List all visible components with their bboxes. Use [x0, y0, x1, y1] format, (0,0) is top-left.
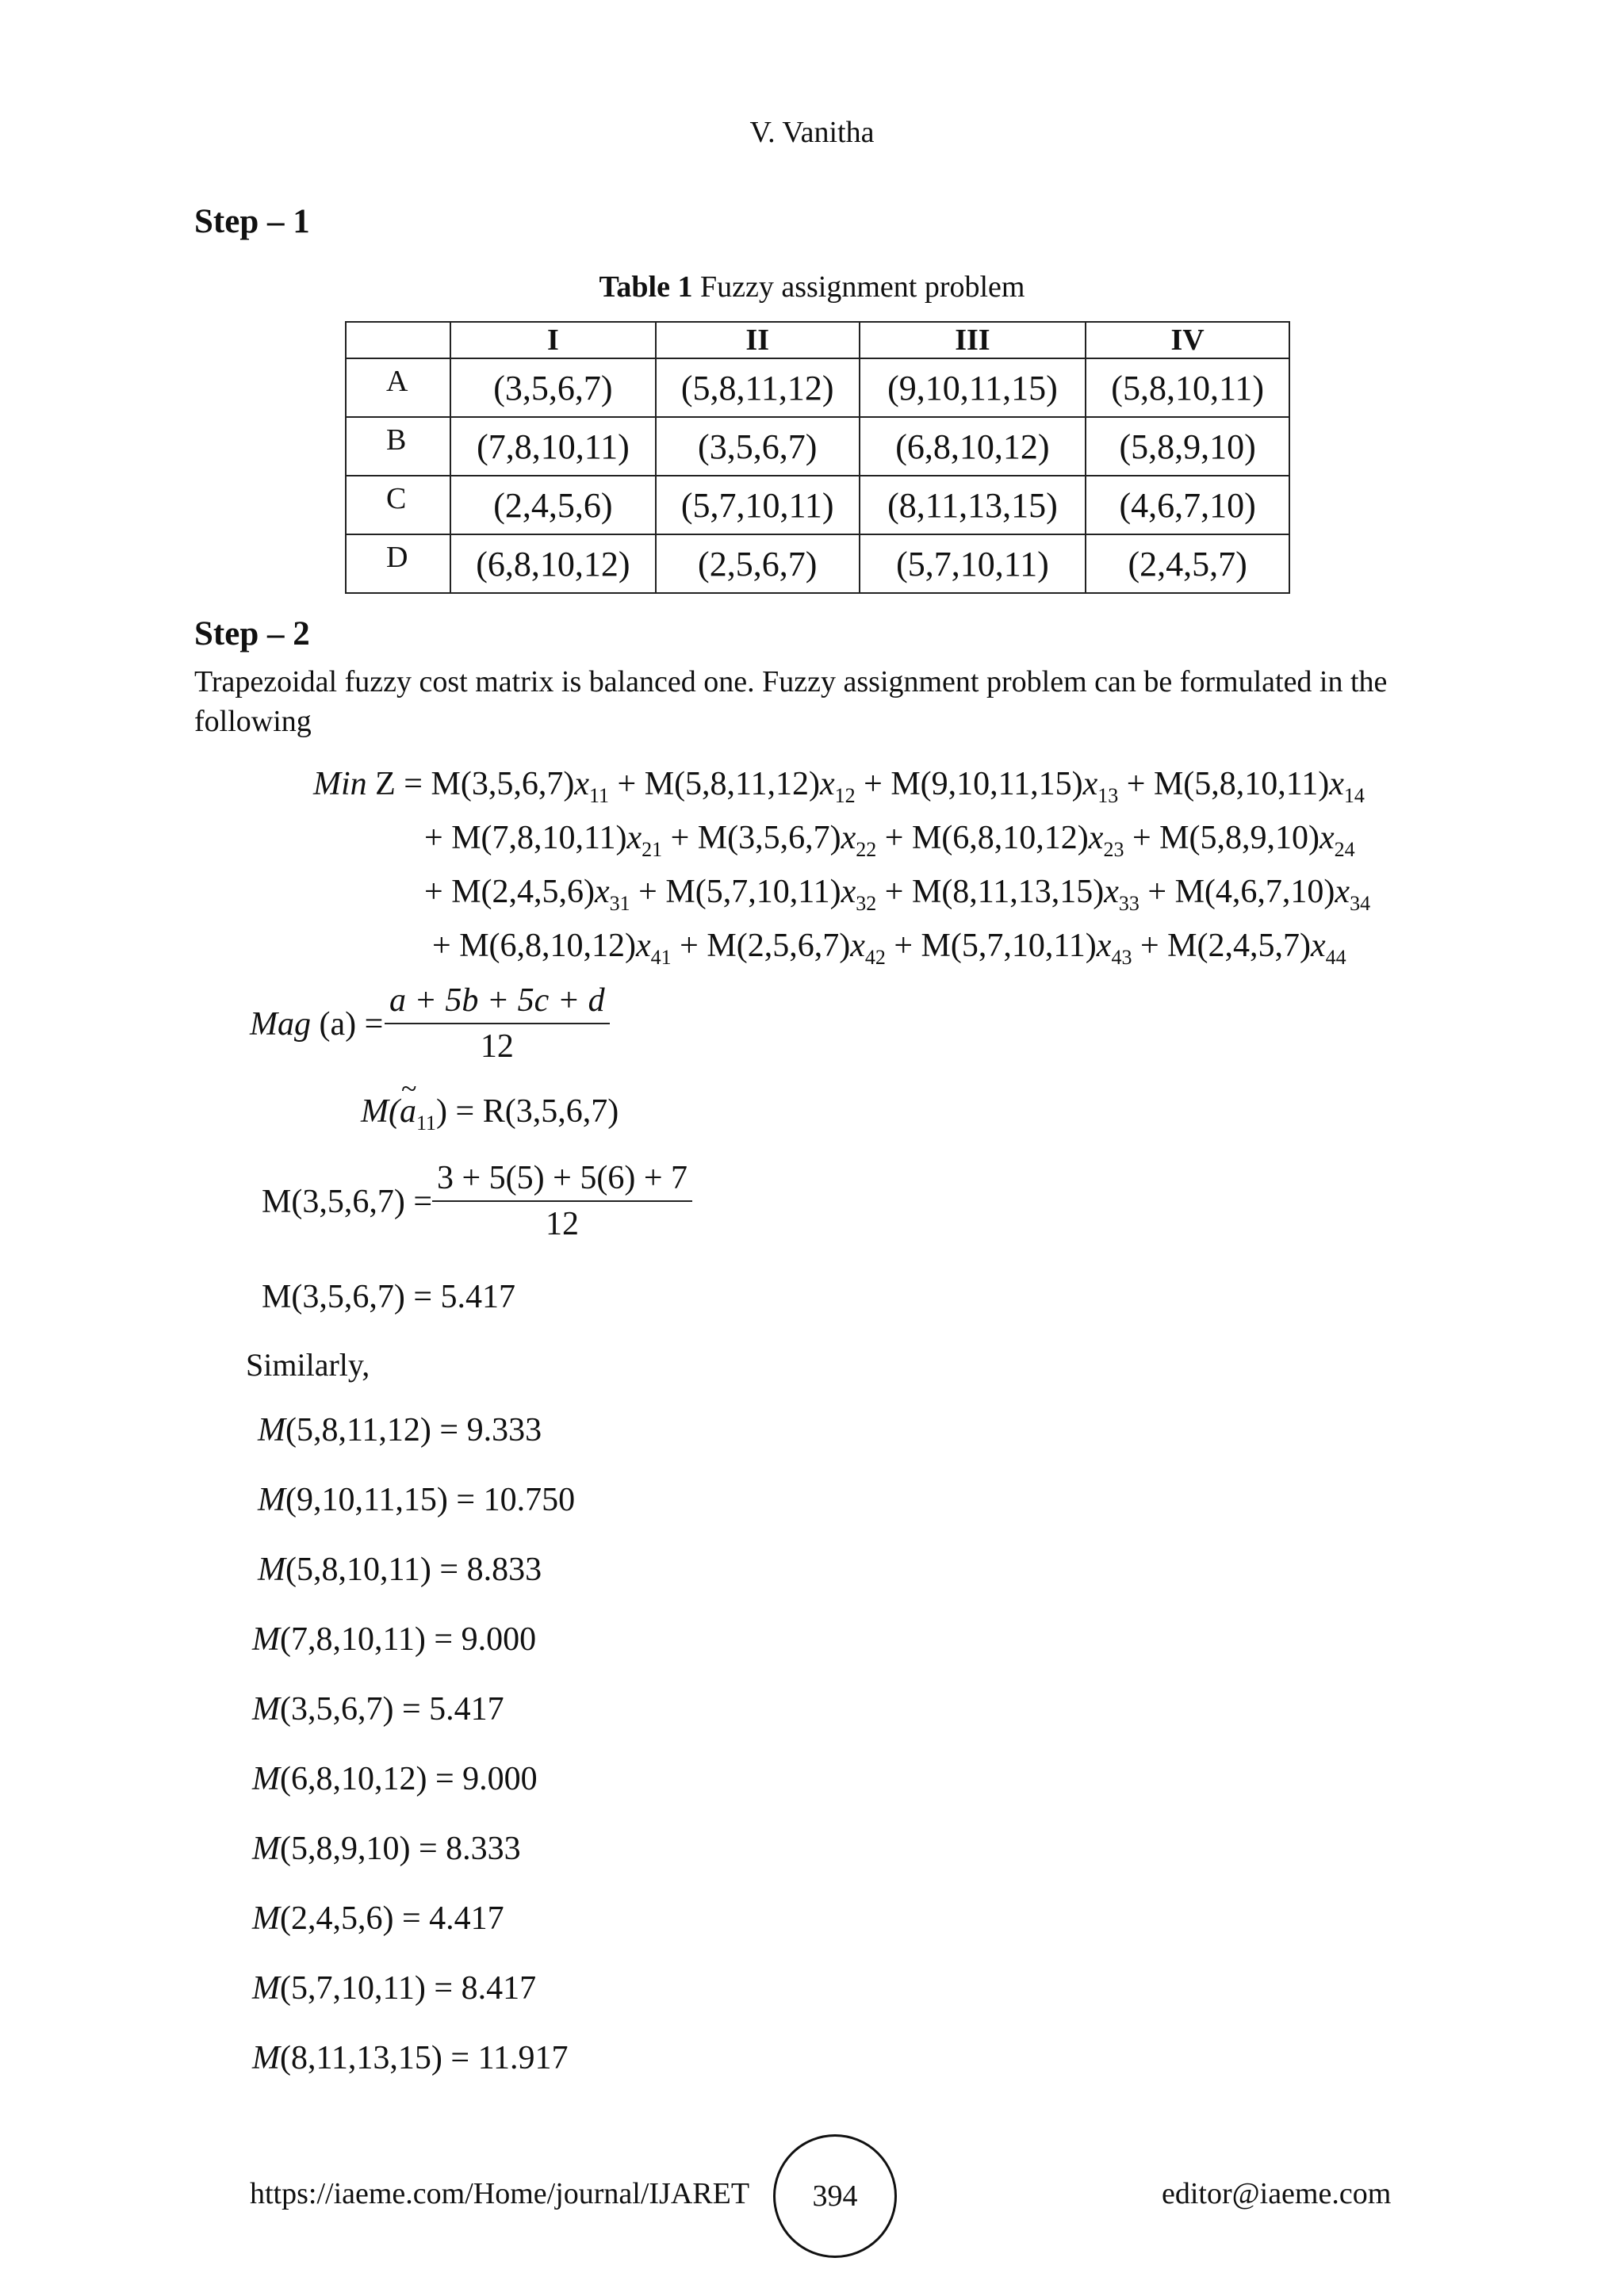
table-cell: (3,5,6,7) — [450, 358, 656, 417]
objective-term: $M(5,8,10,11)x_{14}$ — [1153, 766, 1365, 807]
row-label: D — [346, 534, 450, 593]
table-cell: (5,7,10,11) — [860, 534, 1086, 593]
row-label: A — [346, 358, 450, 417]
step-2-paragraph: Trapezoidal fuzzy cost matrix is balanced one. Fuzzy assignment problem can be formulated in the following — [194, 665, 1388, 738]
objective-line-2: + $M(7,8,10,11)x_{21} + M(3,5,6,7)x_{22} + M(6,8,10,12)x_{23} + M(5,8,9,10)x_{24}$ — [424, 820, 1355, 861]
m-value-line: M(5,8,9,10) = 8.333 — [252, 1831, 521, 1867]
fuzzy-assignment-table — [345, 321, 1290, 594]
m-calc-lhs: M(3,5,6,7) = — [262, 1184, 433, 1220]
table-caption-label: Table 1 — [599, 270, 693, 304]
table-cell: (2,4,5,7) — [1086, 534, 1289, 593]
objective-term: $M(5,7,10,11)x_{32}$ — [665, 874, 877, 915]
table-cell: (8,11,13,15) — [860, 476, 1086, 534]
m-value-line: M(8,11,13,15) = 11.917 — [252, 2040, 569, 2076]
m-value-line: M(6,8,10,12) = 9.000 — [252, 1761, 538, 1797]
min-label: Min — [313, 766, 367, 802]
table-caption — [0, 270, 1624, 304]
table-cell: (2,4,5,6) — [450, 476, 656, 534]
m-value-line: M(3,5,6,7) = 5.417 — [252, 1691, 504, 1728]
table-header-cell: IV — [1086, 322, 1289, 358]
m-calc-numerator: 3 + 5(5) + 5(6) + 7 — [432, 1159, 692, 1202]
table-header-corner — [346, 322, 450, 358]
table-row — [346, 534, 1289, 593]
objective-term: $M(5,7,10,11)x_{43}$ — [921, 928, 1132, 969]
page-number: 394 — [773, 2134, 897, 2258]
m-value-line: M(7,8,10,11) = 9.000 — [252, 1621, 537, 1658]
m-value-line: M(2,4,5,6) = 4.417 — [252, 1900, 504, 1937]
table-row — [346, 358, 1289, 417]
objective-term: $M(2,4,5,6)x_{31}$ — [451, 874, 630, 915]
similarly-label: Similarly, — [246, 1347, 370, 1383]
z-equals: Z = — [375, 766, 431, 802]
row-label: B — [346, 417, 450, 476]
footer-email[interactable]: editor@iaeme.com — [1162, 2177, 1392, 2210]
objective-term: $M(3,5,6,7)x_{22}$ — [697, 820, 877, 861]
table-header-cell: III — [860, 322, 1086, 358]
mag-formula-lhs: Mag (a) = — [250, 1006, 384, 1043]
objective-term: $M(6,8,10,12)x_{41}$ — [459, 928, 672, 969]
objective-term: $M(2,5,6,7)x_{42}$ — [707, 928, 886, 969]
m-value-line: M(5,8,10,11) = 8.833 — [258, 1552, 542, 1588]
running-header-author: V. Vanitha — [749, 116, 875, 149]
table-header-cell: II — [656, 322, 860, 358]
mag-denominator: 12 — [480, 1028, 514, 1065]
table-cell: (7,8,10,11) — [450, 417, 656, 476]
objective-term: $M(4,6,7,10)x_{34}$ — [1174, 874, 1371, 915]
footer-journal-url[interactable]: https://iaeme.com/Home/journal/IJARET — [250, 2177, 750, 2210]
table-cell: (5,8,11,12) — [656, 358, 860, 417]
table-cell: (9,10,11,15) — [860, 358, 1086, 417]
objective-term: $M(2,4,5,7)x_{44}$ — [1167, 928, 1346, 969]
objective-term: $M(9,10,11,15)x_{13}$ — [891, 766, 1119, 807]
table-cell: (5,7,10,11) — [656, 476, 860, 534]
table-cell: (2,5,6,7) — [656, 534, 860, 593]
table-header-row — [346, 322, 1289, 358]
objective-line-4: + $M(6,8,10,12)x_{41} + M(2,5,6,7)x_{42} + M(5,7,10,11)x_{43} + M(2,4,5,7)x_{44}$ — [432, 928, 1346, 969]
table-cell: (5,8,9,10) — [1086, 417, 1289, 476]
row-label: C — [346, 476, 450, 534]
table-cell: (3,5,6,7) — [656, 417, 860, 476]
table-cell: (6,8,10,12) — [860, 417, 1086, 476]
objective-line-3: + $M(2,4,5,6)x_{31} + M(5,7,10,11)x_{32} + M(8,11,13,15)x_{33} + M(4,6,7,10)x_{34}$ — [424, 874, 1371, 915]
objective-term: $M(5,8,9,10)x_{24}$ — [1159, 820, 1355, 861]
table-row — [346, 476, 1289, 534]
mag-formula-fraction — [385, 982, 610, 1066]
objective-term: $M(8,11,13,15)x_{33}$ — [911, 874, 1139, 915]
objective-term: $M(5,8,11,12)x_{12}$ — [644, 766, 856, 807]
table-cell: (4,6,7,10) — [1086, 476, 1289, 534]
step-2-heading: Step – 2 — [194, 615, 310, 652]
m-value-line: M(5,7,10,11) = 8.417 — [252, 1970, 537, 2007]
table-header-cell: I — [450, 322, 656, 358]
table-row — [346, 417, 1289, 476]
m-value-line: M(9,10,11,15) = 10.750 — [258, 1482, 576, 1518]
m-a11-equation: M(~ $a_{11}) = R(3,5,6,7)$ — [361, 1093, 619, 1135]
objective-term: $M(3,5,6,7)x_{11}$ — [431, 766, 610, 807]
m-value-line: M(5,8,11,12) = 9.333 — [258, 1412, 542, 1448]
table-caption-text: Fuzzy assignment problem — [692, 270, 1025, 304]
step-1-heading: Step – 1 — [194, 203, 310, 240]
objective-term: $M(7,8,10,11)x_{21}$ — [451, 820, 663, 861]
mag-numerator: a + 5b + 5c + d — [385, 982, 610, 1024]
table-cell: (5,8,10,11) — [1086, 358, 1289, 417]
m-result: M(3,5,6,7) = 5.417 — [262, 1279, 516, 1315]
table-cell: (6,8,10,12) — [450, 534, 656, 593]
objective-term: $M(6,8,10,12)x_{23}$ — [911, 820, 1124, 861]
objective-line-1: Min $Z = M(3,5,6,7)x_{11} + M(5,8,11,12)x_{12} + M(9,10,11,15)x_{13} + M(5,8,10,11)x_{14}$ — [313, 766, 1365, 807]
m-calc-fraction — [432, 1159, 692, 1243]
m-calc-denominator: 12 — [546, 1206, 579, 1242]
